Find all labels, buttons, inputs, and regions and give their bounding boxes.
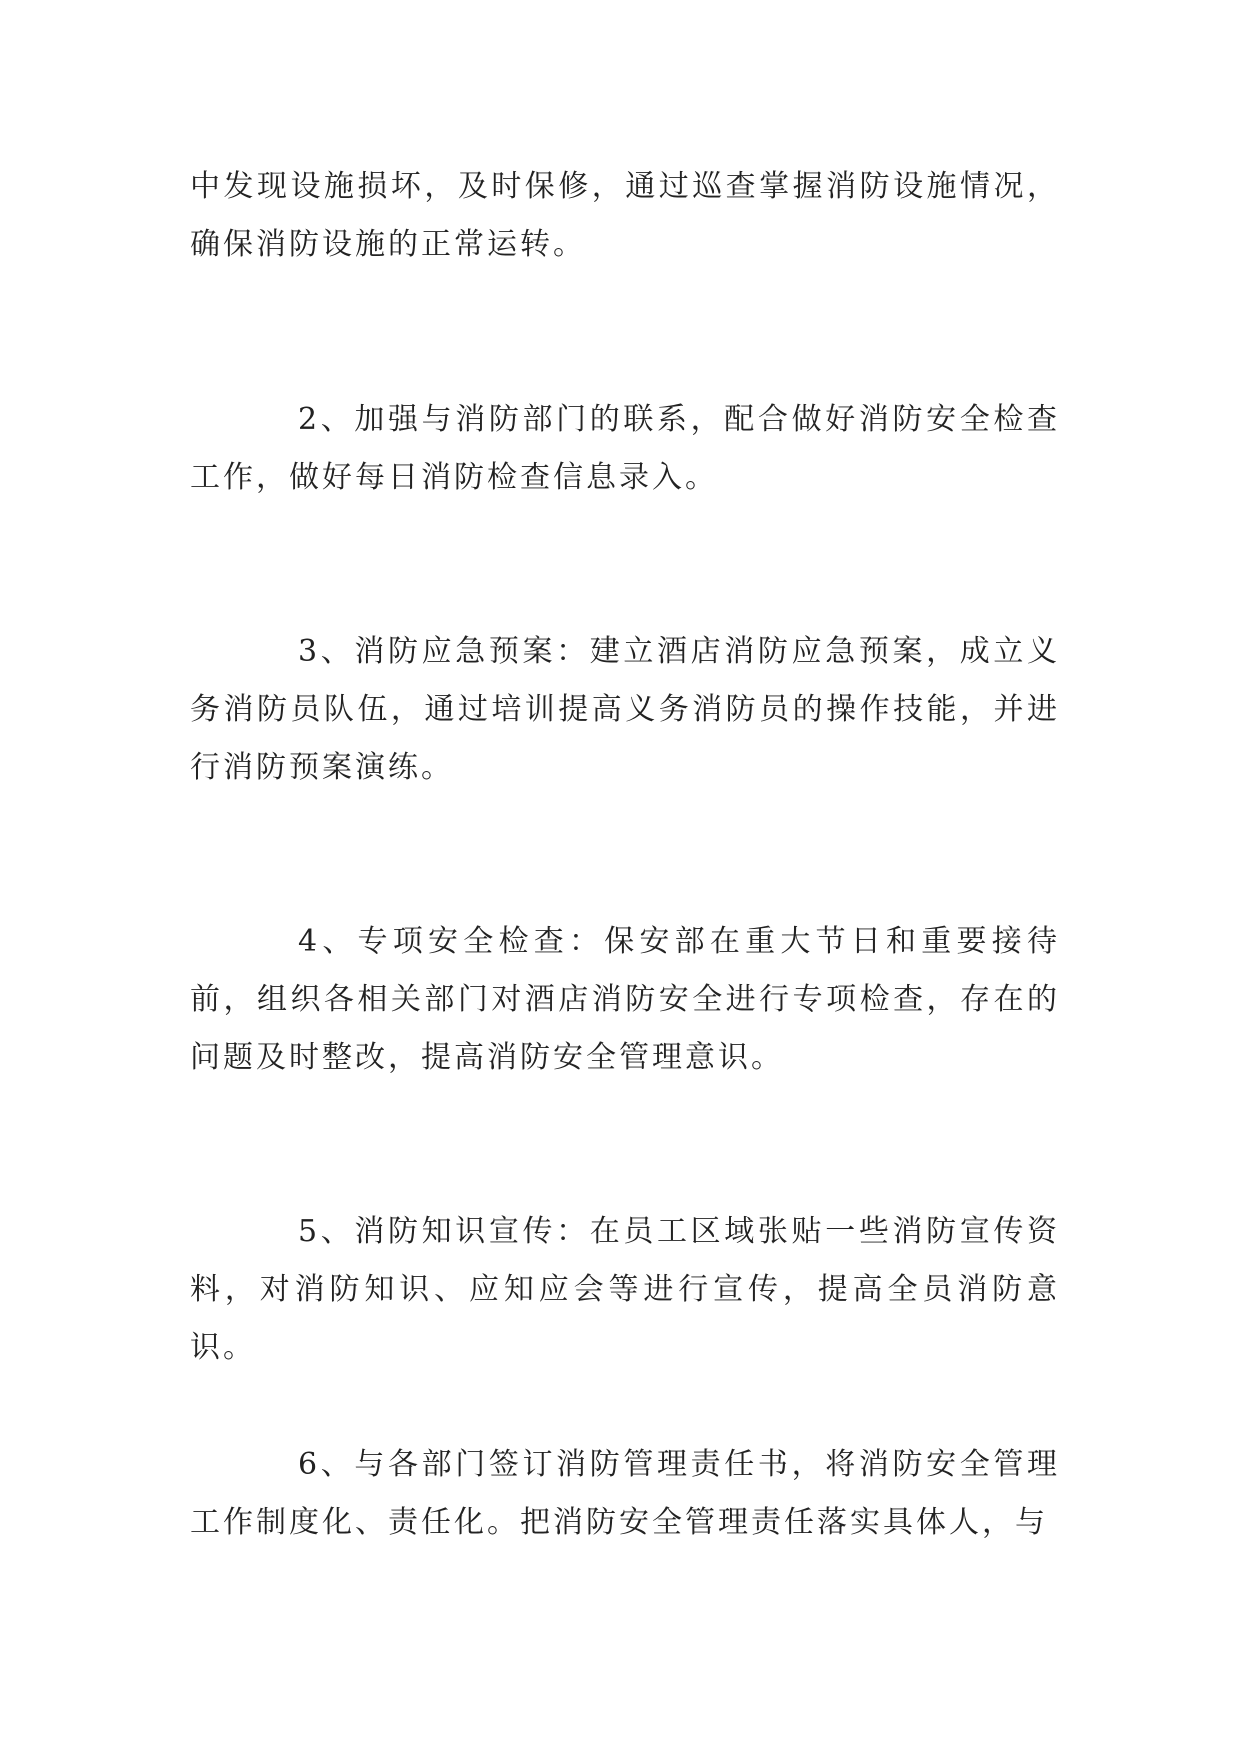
paragraph-item-4: 4、专项安全检查：保安部在重大节日和重要接待前，组织各相关部门对酒店消防安全进行专项检查，存在的问题及时整改，提高消防安全管理意识。 [190, 924, 1060, 1075]
paragraph-continuation: 中发现设施损坏，及时保修，通过巡查掌握消防设施情况，确保消防设施的正常运转。 [190, 169, 1060, 262]
paragraph-item-6: 6、与各部门签订消防管理责任书，将消防安全管理工作制度化、责任化。把消防安全管理责任落实具体人，与 [190, 1447, 1060, 1540]
paragraph-item-5: 5、消防知识宣传：在员工区域张贴一些消防宣传资料，对消防知识、应知应会等进行宣传，提高全员消防意识。 [190, 1214, 1060, 1365]
paragraph-item-3: 3、消防应急预案：建立酒店消防应急预案，成立义务消防员队伍，通过培训提高义务消防员的操作技能，并进行消防预案演练。 [190, 634, 1060, 785]
paragraph-item-2: 2、加强与消防部门的联系，配合做好消防安全检查工作，做好每日消防检查信息录入。 [190, 402, 1060, 495]
